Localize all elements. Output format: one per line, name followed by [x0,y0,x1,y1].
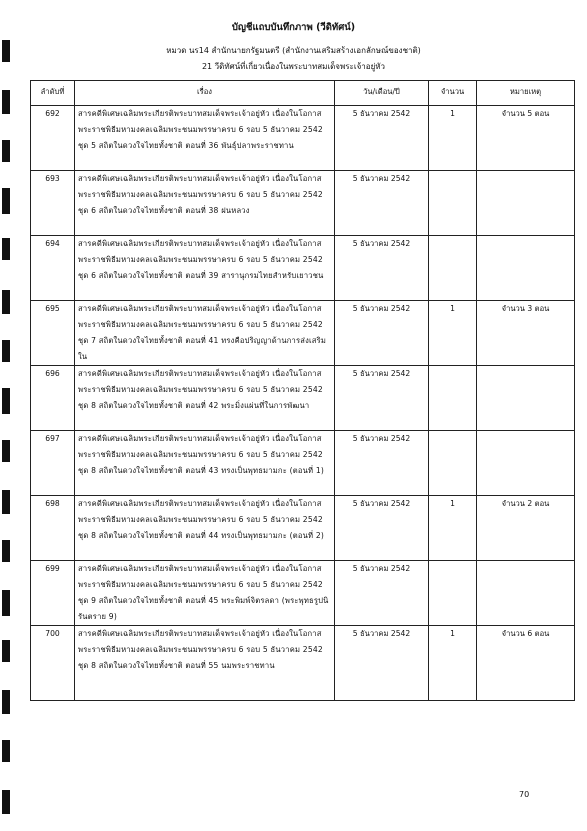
cell-date: 5 ธันวาคม 2542 [335,301,429,366]
cell-date: 5 ธันวาคม 2542 [335,366,429,431]
cell-qty: 1 [429,626,477,701]
subcategory-line: 21 วีดิทัศน์ที่เกี่ยวเนื่องในพระบาทสมเด็จพระเจ้าอยู่หัว [201,62,386,71]
table-header-row [31,81,575,106]
column-header-title: เรื่อง [75,81,335,106]
category-line: หมวด นร14 สำนักนายกรัฐมนตรี (สำนักงานเสริมสร้างเอกลักษณ์ของชาติ) [166,46,421,55]
table-row [31,431,575,496]
cell-note: จำนวน 5 ตอน [477,106,575,171]
cell-no: 697 [31,431,75,496]
table-row [31,366,575,431]
cell-qty [429,366,477,431]
cell-no: 693 [31,171,75,236]
binding-marks [0,0,14,831]
cell-note [477,366,575,431]
cell-note [477,171,575,236]
cell-note: จำนวน 2 ตอน [477,496,575,561]
cell-title: สารคดีพิเศษเฉลิมพระเกียรติพระบาทสมเด็จพระเจ้าอยู่หัว เนื่องในโอกาสพระราชพิธีมหามงคลเฉลิมพระชนมพรรษาครบ 6 รอบ 5 ธันวาคม 2542 ชุด 8 สถิตในดวงใจไทยทั้งชาติ ตอนที่ 42 พระมิ่งแผ่นที่ในการพัฒนา [75,366,335,431]
cell-title: สารคดีพิเศษเฉลิมพระเกียรติพระบาทสมเด็จพระเจ้าอยู่หัว เนื่องในโอกาสพระราชพิธีมหามงคลเฉลิมพระชนมพรรษาครบ 6 รอบ 5 ธันวาคม 2542 ชุด 9 สถิตในดวงใจไทยทั้งชาติ ตอนที่ 45 พระพิมพ์จิตรลดา (พระพุทธรูปนิรันตราย 9) [75,561,335,626]
cell-qty [429,171,477,236]
table-row [31,236,575,301]
cell-date: 5 ธันวาคม 2542 [335,431,429,496]
cell-no: 696 [31,366,75,431]
cell-title: สารคดีพิเศษเฉลิมพระเกียรติพระบาทสมเด็จพระเจ้าอยู่หัว เนื่องในโอกาสพระราชพิธีมหามงคลเฉลิมพระชนมพรรษาครบ 6 รอบ 5 ธันวาคม 2542 ชุด 5 สถิตในดวงใจไทยทั้งชาติ ตอนที่ 36 พันธุ์ปลาพระราชทาน [75,106,335,171]
cell-note [477,431,575,496]
cell-date: 5 ธันวาคม 2542 [335,171,429,236]
cell-date: 5 ธันวาคม 2542 [335,561,429,626]
cell-qty [429,236,477,301]
cell-note: จำนวน 6 ตอน [477,626,575,701]
cell-title: สารคดีพิเศษเฉลิมพระเกียรติพระบาทสมเด็จพระเจ้าอยู่หัว เนื่องในโอกาสพระราชพิธีมหามงคลเฉลิมพระชนมพรรษาครบ 6 รอบ 5 ธันวาคม 2542 ชุด 7 สถิตในดวงใจไทยทั้งชาติ ตอนที่ 41 ทรงคือปริญญาด้านการส่งเสริมใน [75,301,335,366]
cell-date: 5 ธันวาคม 2542 [335,626,429,701]
table-row [31,561,575,626]
cell-qty: 1 [429,106,477,171]
cell-no: 698 [31,496,75,561]
cell-no: 692 [31,106,75,171]
table-row [31,496,575,561]
table-row [31,106,575,171]
page-number: 70 [519,790,530,799]
document-title: บัญชีแถบบันทึกภาพ (วีดิทัศน์) [231,22,356,33]
cell-no: 700 [31,626,75,701]
cell-title: สารคดีพิเศษเฉลิมพระเกียรติพระบาทสมเด็จพระเจ้าอยู่หัว เนื่องในโอกาสพระราชพิธีมหามงคลเฉลิมพระชนมพรรษาครบ 6 รอบ 5 ธันวาคม 2542 ชุด 6 สถิตในดวงใจไทยทั้งชาติ ตอนที่ 38 ฝนหลวง [75,171,335,236]
column-header-note: หมายเหตุ [477,81,575,106]
cell-date: 5 ธันวาคม 2542 [335,496,429,561]
column-header-qty: จำนวน [429,81,477,106]
cell-qty: 1 [429,496,477,561]
table-row [31,171,575,236]
table-row [31,626,575,701]
cell-no: 695 [31,301,75,366]
cell-title: สารคดีพิเศษเฉลิมพระเกียรติพระบาทสมเด็จพระเจ้าอยู่หัว เนื่องในโอกาสพระราชพิธีมหามงคลเฉลิมพระชนมพรรษาครบ 6 รอบ 5 ธันวาคม 2542 ชุด 8 สถิตในดวงใจไทยทั้งชาติ ตอนที่ 44 ทรงเป็นพุทธมามกะ (ตอนที่ 2) [75,496,335,561]
cell-note: จำนวน 3 ตอน [477,301,575,366]
column-header-no: ลำดับที่ [31,81,75,106]
cell-title: สารคดีพิเศษเฉลิมพระเกียรติพระบาทสมเด็จพระเจ้าอยู่หัว เนื่องในโอกาสพระราชพิธีมหามงคลเฉลิมพระชนมพรรษาครบ 6 รอบ 5 ธันวาคม 2542 ชุด 6 สถิตในดวงใจไทยทั้งชาติ ตอนที่ 39 สารานุกรมไทยสำหรับเยาวชน [75,236,335,301]
cell-title: สารคดีพิเศษเฉลิมพระเกียรติพระบาทสมเด็จพระเจ้าอยู่หัว เนื่องในโอกาสพระราชพิธีมหามงคลเฉลิมพระชนมพรรษาครบ 6 รอบ 5 ธันวาคม 2542 ชุด 8 สถิตในดวงใจไทยทั้งชาติ ตอนที่ 55 นมพระราชทาน [75,626,335,701]
table-row [31,301,575,366]
cell-qty [429,561,477,626]
cell-qty: 1 [429,301,477,366]
cell-date: 5 ธันวาคม 2542 [335,106,429,171]
register-table [30,80,575,701]
column-header-date: วัน/เดือน/ปี [335,81,429,106]
cell-qty [429,431,477,496]
cell-title: สารคดีพิเศษเฉลิมพระเกียรติพระบาทสมเด็จพระเจ้าอยู่หัว เนื่องในโอกาสพระราชพิธีมหามงคลเฉลิมพระชนมพรรษาครบ 6 รอบ 5 ธันวาคม 2542 ชุด 8 สถิตในดวงใจไทยทั้งชาติ ตอนที่ 43 ทรงเป็นพุทธมามกะ (ตอนที่ 1) [75,431,335,496]
cell-note [477,236,575,301]
cell-date: 5 ธันวาคม 2542 [335,236,429,301]
cell-no: 694 [31,236,75,301]
cell-note [477,561,575,626]
cell-no: 699 [31,561,75,626]
